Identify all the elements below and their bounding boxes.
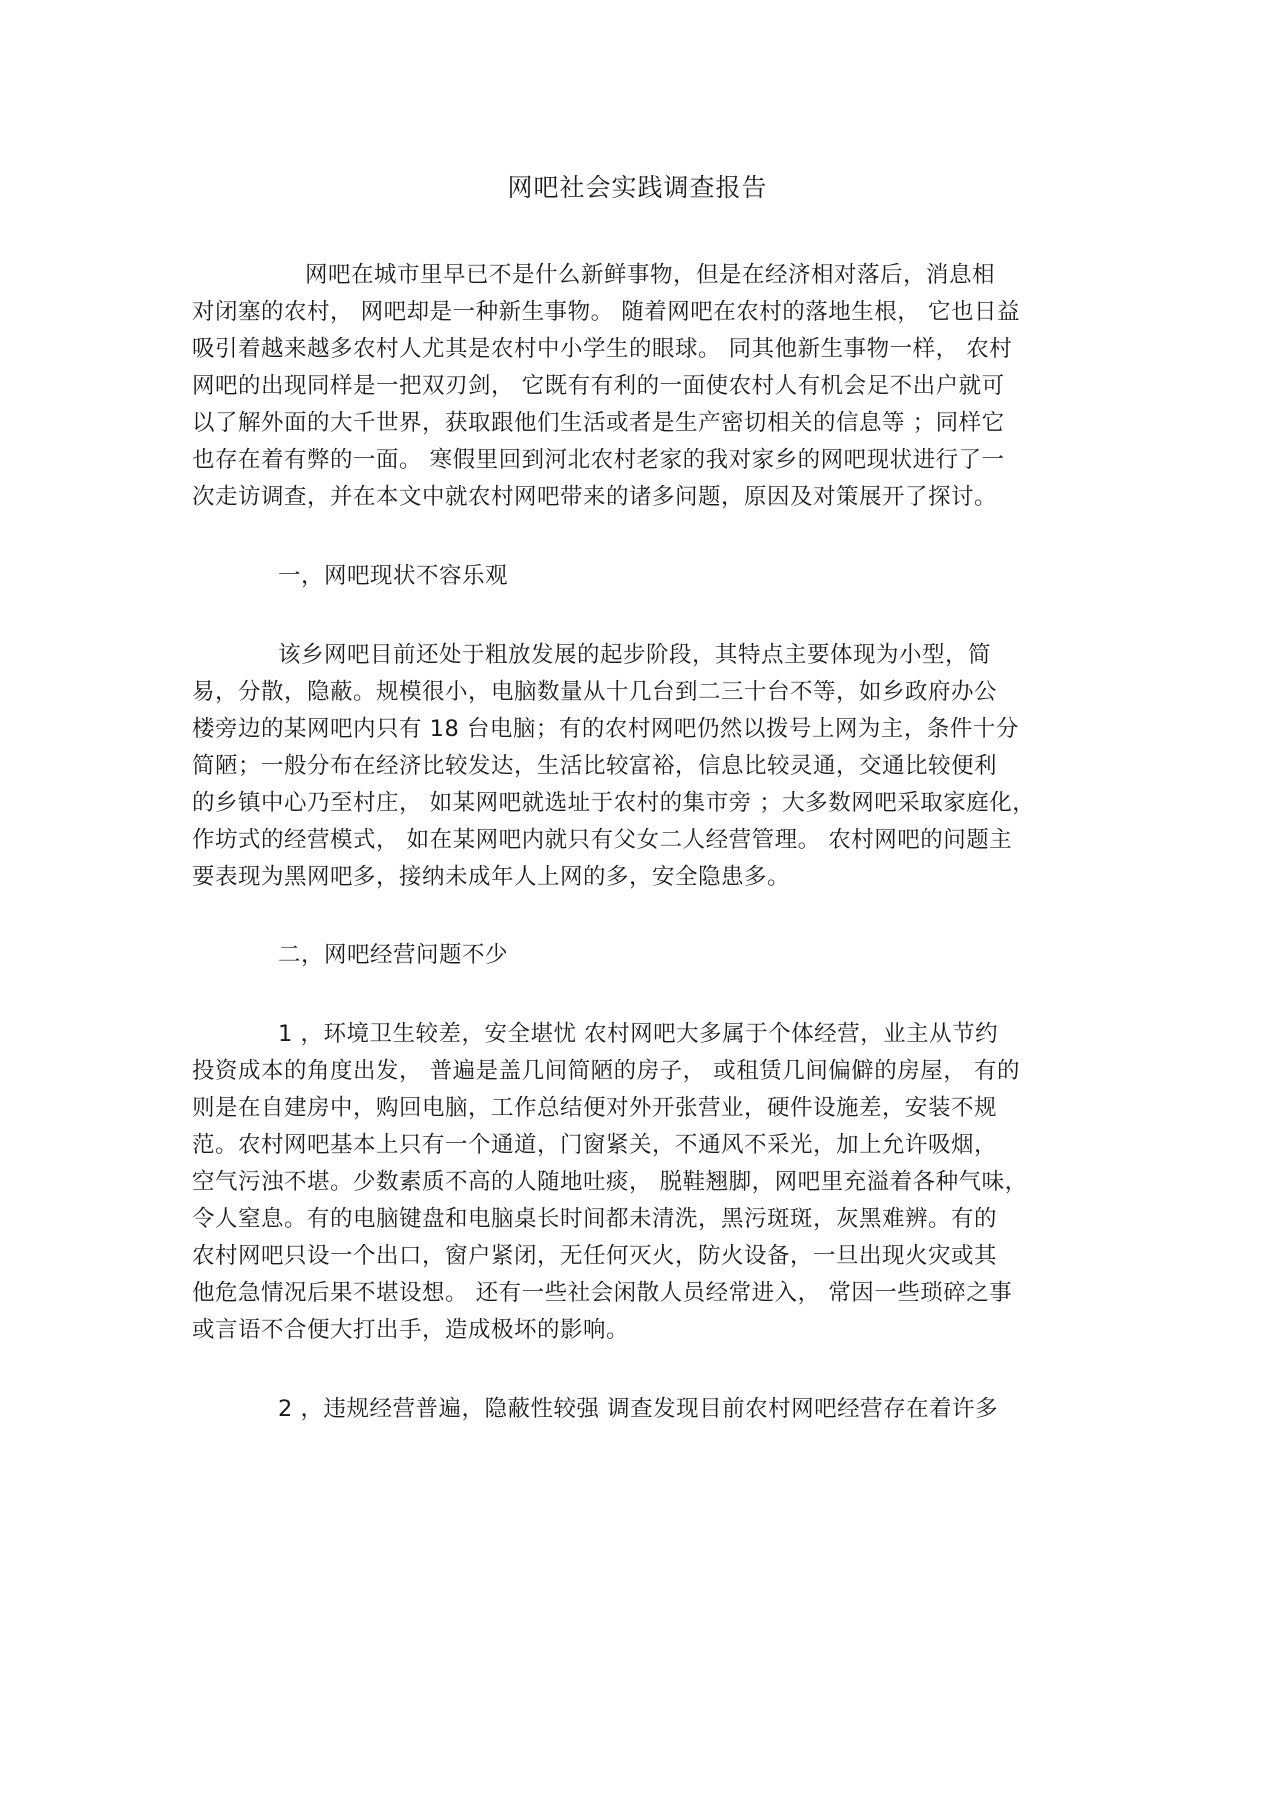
paragraph-line: 要表现为黑网吧多，接纳未成年人上网的多，安全隐患多。 [192,864,791,890]
paragraph-line: 令人窒息。有的电脑键盘和电脑桌长时间都未清洗，黑污斑斑，灰黑难辨。有的 [192,1206,998,1232]
paragraph-line: 次走访调查，并在本文中就农村网吧带来的诸多问题，原因及对策展开了探讨。 [192,484,998,510]
paragraph-line: 以了解外面的大千世界，获取跟他们生活或者是生产密切相关的信息等 ；同样它 [192,410,1005,436]
paragraph-line: 范。农村网吧基本上只有一个通道，门窗紧关，不通风不采光，加上允许吸烟， [192,1132,998,1158]
paragraph-line: 他危急情况后果不堪设想。 还有一些社会闲散人员经常进入， 常因一些琐碎之事 [192,1280,1013,1306]
section-heading: 二，网吧经营问题不少 [278,942,509,968]
paragraph-line: 2 ，违规经营普遍，隐蔽性较强 调查发现目前农村网吧经营存在着许多 [278,1396,999,1422]
document-title: 网吧社会实践调查报告 [507,173,768,202]
paragraph-line: 农村网吧只设一个出口，窗户紧闭，无任何灭火，防火设备，一旦出现火灾或其 [192,1243,998,1269]
paragraph-line: 的乡镇中心乃至村庄， 如某网吧就选址于农村的集市旁 ；大多数网吧采取家庭化， [192,790,1036,816]
paragraph-line: 吸引着越来越多农村人尤其是农村中小学生的眼球。 同其他新生事物一样， 农村 [192,336,1013,362]
section-heading: 一，网吧现状不容乐观 [278,563,509,589]
paragraph-line: 空气污浊不堪。少数素质不高的人随地吐痰， 脱鞋翘脚，网吧里充溢着各种气味， [192,1169,1028,1195]
paragraph-line: 作坊式的经营模式， 如在某网吧内就只有父女二人经营管理。 农村网吧的问题主 [192,827,1013,853]
paragraph-line: 1 ，环境卫生较差，安全堪忧 农村网吧大多属于个体经营，业主从节约 [278,1021,999,1047]
paragraph-line: 楼旁边的某网吧内只有 18 台电脑；有的农村网吧仍然以拨号上网为主，条件十分 [192,716,1019,742]
paragraph-line: 网吧的出现同样是一把双刃剑， 它既有有利的一面使农村人有机会足不出户就可 [192,373,1005,399]
paragraph-line: 投资成本的角度出发， 普遍是盖几间简陋的房子， 或租赁几间偏僻的房屋， 有的 [192,1058,1020,1084]
paragraph-line: 易，分散，隐蔽。规模很小，电脑数量从十几台到二三十台不等，如乡政府办公 [192,679,998,705]
paragraph-line: 或言语不合便大打出手，造成极坏的影响。 [192,1317,630,1343]
paragraph-line: 简陋；一般分布在经济比较发达，生活比较富裕，信息比较灵通，交通比较便利 [192,753,998,779]
paragraph-line: 该乡网吧目前还处于粗放发展的起步阶段，其特点主要体现为小型，简 [278,642,992,668]
paragraph-line: 对闭塞的农村， 网吧却是一种新生事物。 随着网吧在农村的落地生根， 它也日益 [192,299,1020,325]
paragraph-line: 也存在着有弊的一面。 寒假里回到河北农村老家的我对家乡的网吧现状进行了一 [192,447,1005,473]
paragraph-line: 网吧在城市里早已不是什么新鲜事物，但是在经济相对落后，消息相 [305,262,996,288]
paragraph-line: 则是在自建房中，购回电脑，工作总结便对外开张营业，硬件设施差，安装不规 [192,1095,998,1121]
